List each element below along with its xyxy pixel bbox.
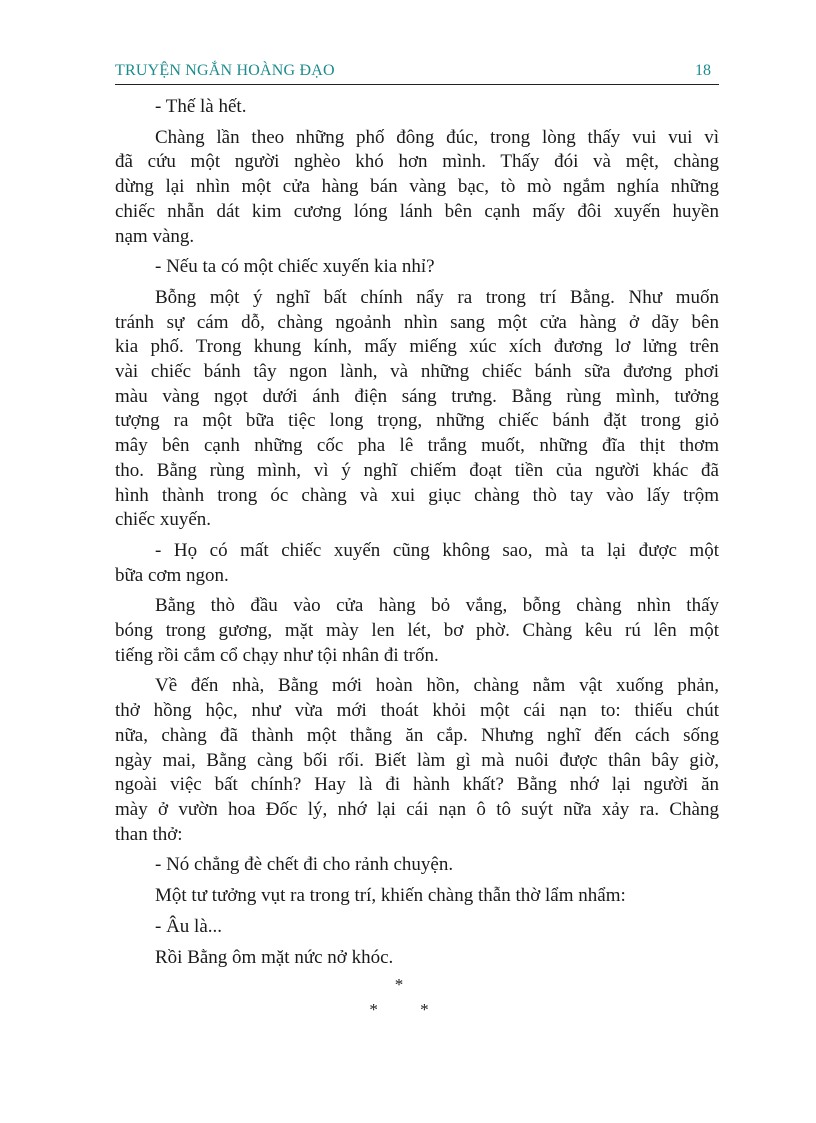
paragraph bbox=[115, 674, 719, 847]
page-number: 18 bbox=[695, 62, 711, 79]
text-line: nữa, chàng đã thành một thằng ăn cắp. Nhưng nghĩ đến cách sống bbox=[115, 724, 719, 746]
text-line: kia phố. Trong khung kính, mấy miếng xúc xích đương lơ lửng trên bbox=[115, 336, 719, 358]
text-line: Bằng thò đầu vào cửa hàng bỏ vắng, bỗng chàng nhìn thấy bbox=[155, 595, 719, 617]
text-line: chiếc nhẫn dát kim cương lóng lánh bên cạnh mấy đôi xuyến huyền bbox=[115, 200, 719, 222]
paragraph bbox=[115, 126, 719, 250]
paragraph bbox=[115, 946, 719, 971]
text-line: - Thế là hết. bbox=[155, 96, 247, 117]
text-line: chiếc xuyến. bbox=[115, 509, 212, 531]
text-line: mày ở vườn hoa Đốc lý, nhớ lại cái nạn ô tô suýt nữa xảy ra. Chàng bbox=[115, 798, 719, 820]
text-line: than thở: bbox=[115, 823, 183, 845]
text-line: dừng lại nhìn một cửa hàng bán vàng bạc, tò mò ngắm nghía những bbox=[115, 176, 719, 198]
text-line: nạm vàng. bbox=[115, 225, 195, 247]
text-line: - Nếu ta có một chiếc xuyến kia nhỉ? bbox=[155, 256, 435, 278]
text-line: tho. Bằng rùng mình, vì ý nghĩ chiếm đoạt tiền của người khác đã bbox=[115, 459, 719, 481]
text-line: bữa cơm ngon. bbox=[115, 564, 229, 586]
text-line: vài chiếc bánh tây ngon lành, và những chiếc bánh sữa đương phơi bbox=[115, 361, 719, 383]
text-line: bóng trong gương, mặt mày len lét, bơ phờ. Chàng kêu rú lên một bbox=[115, 620, 719, 642]
text-line: tượng ra một bữa tiệc long trọng, những chiếc bánh đặt trong giỏ bbox=[115, 410, 719, 432]
text-line: màu vàng ngọt dưới ánh điện sáng trưng. Bằng rùng mình, tưởng bbox=[115, 385, 719, 407]
text-line: Một tư tưởng vụt ra trong trí, khiến chàng thẫn thờ lẩm nhẩm: bbox=[155, 885, 626, 907]
paragraph bbox=[115, 853, 719, 878]
text-line: thở hồng hộc, như vừa mới thoát khỏi một cái nạn to: thiếu chút bbox=[115, 700, 719, 722]
paragraph bbox=[115, 255, 719, 280]
text-line: - Nó chẳng đè chết đi cho rảnh chuyện. bbox=[155, 854, 454, 876]
text-line: tiếng rồi cắm cổ chạy như tội nhân đi trốn. bbox=[115, 644, 439, 666]
text-line: Rồi Bằng ôm mặt nức nở khóc. bbox=[155, 946, 394, 968]
text-line: đã cứu một người nghèo khó hơn mình. Thấy đói và mệt, chàng bbox=[115, 151, 719, 173]
text-line: Bỗng một ý nghĩ bất chính nẩy ra trong trí Bằng. Như muốn bbox=[155, 286, 719, 308]
text-line: Về đến nhà, Bằng mới hoàn hồn, chàng nằm vật xuống phản, bbox=[155, 675, 719, 697]
running-header bbox=[115, 60, 719, 85]
text-line: - Âu là... bbox=[155, 915, 223, 937]
paragraph bbox=[115, 884, 719, 909]
paragraph bbox=[115, 286, 719, 533]
text-line: tránh sự cám dỗ, chàng ngoảnh nhìn sang một cửa hàng ở dãy bên bbox=[115, 311, 719, 333]
text-line: hình thành trong óc chàng và xui giục chàng thò tay vào lấy trộm bbox=[115, 484, 719, 506]
paragraph bbox=[115, 539, 719, 588]
text-line: ngày mai, Bằng càng bối rối. Biết làm gì mà nuôi được thân bây giờ, bbox=[115, 749, 719, 771]
section-separator-top: * bbox=[394, 975, 404, 994]
text-line: - Họ có mất chiếc xuyến cũng không sao, mà ta lại được một bbox=[155, 539, 719, 561]
text-line: ngoài việc bất chính? Hay là đi hành khất? Bằng nhớ lại người ăn bbox=[115, 774, 719, 796]
paragraph bbox=[115, 594, 719, 668]
paragraph bbox=[115, 95, 719, 120]
paragraph bbox=[115, 915, 719, 940]
story-body bbox=[115, 95, 719, 976]
book-title: TRUYỆN NGẮN HOÀNG ĐẠO bbox=[115, 62, 335, 79]
text-line: Chàng lần theo những phố đông đúc, trong lòng thấy vui vui vì bbox=[155, 126, 719, 148]
section-separator-bottom: * * bbox=[369, 1000, 429, 1019]
text-line: mây bên cạnh những cốc pha lê trắng muốt, những đĩa thịt thơm bbox=[115, 435, 719, 457]
